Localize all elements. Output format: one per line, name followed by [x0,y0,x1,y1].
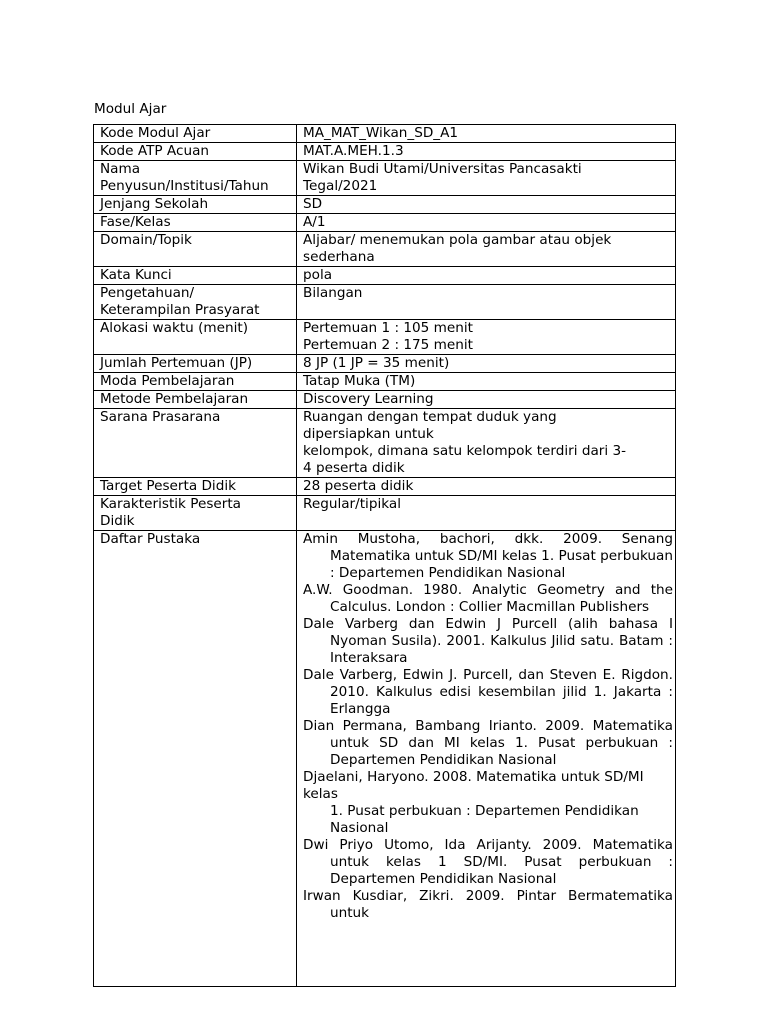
table-row [94,391,676,409]
module-info-rows [94,125,676,531]
row-value [297,267,676,285]
row-value-line: sederhana [303,249,375,265]
references-entries [303,531,673,922]
row-value [297,496,676,531]
references-list [297,531,676,987]
row-value-line: pola [303,267,333,283]
row-label [94,267,297,285]
row-value-line: Ruangan dengan tempat duduk yang [303,409,557,425]
table-row [94,355,676,373]
reference-entry: Dale Varberg dan Edwin J Purcell (alih bahasa I Nyoman Susila). 2001. Kalkulus Jilid satu. Batam : Interaksara [303,616,673,666]
row-label [94,285,297,320]
row-value-line: Bilangan [303,285,363,301]
row-value-line: Tatap Muka (TM) [303,373,416,389]
row-value [297,196,676,214]
reference-entry: Irwan Kusdiar, Zikri. 2009. Pintar Bermatematika untuk [303,888,673,921]
table-row [94,496,676,531]
reference-entry: Dale Varberg, Edwin J. Purcell, dan Steven E. Rigdon. 2010. Kalkulus edisi kesembilan jilid 1. Jakarta : Erlangga [303,667,673,717]
reference-entry: Dwi Priyo Utomo, Ida Arijanty. 2009. Matematika untuk kelas 1 SD/MI. Pusat perbukuan : Departemen Pendidikan Nasional [303,837,673,887]
row-value-line: 4 peserta didik [303,460,405,476]
row-value [297,373,676,391]
row-value-line: Aljabar/ menemukan pola gambar atau objek [303,232,612,248]
row-label-line: Kode ATP Acuan [100,143,210,159]
row-value [297,161,676,196]
row-label-line: Nama [100,161,141,177]
row-value-line: 8 JP (1 JP = 35 menit) [303,355,450,371]
row-label [94,355,297,373]
table-row [94,373,676,391]
table-row [94,125,676,143]
row-label-line: Fase/Kelas [100,214,171,230]
table-row [94,478,676,496]
row-label [94,478,297,496]
row-label [94,232,297,267]
row-label-line: Pengetahuan/ [100,285,195,301]
table-row [94,143,676,161]
row-label [94,373,297,391]
row-value-line: Pertemuan 2 : 175 menit [303,337,473,353]
row-label [94,320,297,355]
row-value [297,214,676,232]
row-label-line: Alokasi waktu (menit) [100,320,249,336]
row-label-line: Kode Modul Ajar [100,125,211,141]
reference-entry: Dian Permana, Bambang Irianto. 2009. Matematika untuk SD dan MI kelas 1. Pusat perbukuan : Departemen Pendidikan Nasional [303,718,673,768]
row-label-line: Metode Pembelajaran [100,391,249,407]
row-label [94,143,297,161]
row-value-line: Discovery Learning [303,391,434,407]
row-label [94,409,297,478]
table-row [94,161,676,196]
row-label-line: Penyusun/Institusi/Tahun [100,178,269,194]
row-value-line: MA_MAT_Wikan_SD_A1 [303,125,459,141]
references-label: Daftar Pustaka [100,531,201,547]
row-label-line: Karakteristik Peserta [100,496,242,512]
table-row [94,232,676,267]
reference-entry: A.W. Goodman. 1980. Analytic Geometry and the Calculus. London : Collier Macmillan Publishers [303,582,673,615]
row-value-line: Regular/tipikal [303,496,401,512]
row-label [94,161,297,196]
row-value-line: kelompok, dimana satu kelompok terdiri dari 3- [303,443,627,459]
references-section [94,531,676,987]
row-label-line: Didik [100,513,135,529]
reference-entry: Amin Mustoha, bachori, dkk. 2009. Senang Matematika untuk SD/MI kelas 1. Pusat perbukuan : Departemen Pendidikan Nasional [303,531,673,581]
reference-entry: Djaelani, Haryono. 2008. Matematika untuk SD/MI kelas [303,769,644,802]
row-label-line: Sarana Prasarana [100,409,221,425]
row-label-line: Kata Kunci [100,267,172,283]
row-value-line: SD [303,196,323,212]
table-row [94,196,676,214]
row-value-line: 28 peserta didik [303,478,414,494]
row-value [297,409,676,478]
table-row [94,285,676,320]
row-value [297,355,676,373]
row-label [94,214,297,232]
row-label-line: Domain/Topik [100,232,192,248]
table-row [94,267,676,285]
row-value-line: A/1 [303,214,326,230]
row-value-line: MAT.A.MEH.1.3 [303,143,404,159]
row-value-line: Pertemuan 1 : 105 menit [303,320,473,336]
row-label [94,391,297,409]
row-value-line: Wikan Budi Utami/Universitas Pancasakti [303,161,582,177]
row-label-line: Jenjang Sekolah [100,196,209,212]
reference-entry: 1. Pusat perbukuan : Departemen Pendidikan Nasional [330,803,639,836]
row-label-line: Moda Pembelajaran [100,373,235,389]
row-value [297,143,676,161]
row-label [94,196,297,214]
row-label-line: Target Peserta Didik [100,478,236,494]
row-value [297,391,676,409]
table-row [94,214,676,232]
module-info-table [93,124,676,987]
row-label [94,531,297,987]
row-label-line: Keterampilan Prasyarat [100,302,260,318]
row-label [94,125,297,143]
row-value [297,285,676,320]
table-row-daftar-pustaka [94,531,676,987]
row-value [297,232,676,267]
row-value [297,478,676,496]
row-value-line: Tegal/2021 [303,178,378,194]
row-value-line: dipersiapkan untuk [303,426,434,442]
document-title: Modul Ajar [94,101,167,117]
row-label-line: Jumlah Pertemuan (JP) [100,355,253,371]
row-value [297,125,676,143]
row-label [94,496,297,531]
table-row [94,320,676,355]
table-row [94,409,676,478]
row-value [297,320,676,355]
